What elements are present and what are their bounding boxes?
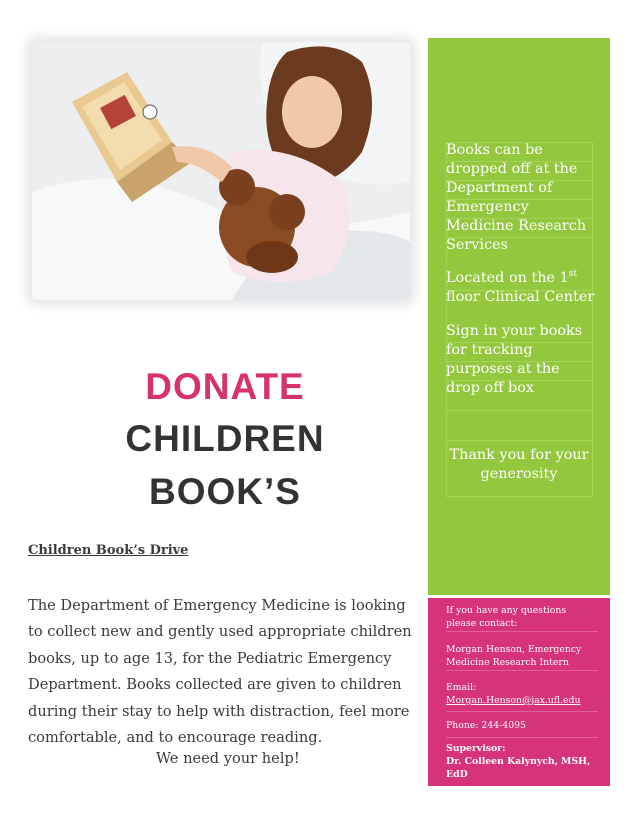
help-text: We need your help! xyxy=(156,750,300,767)
location-text: Located on the 1 xyxy=(446,270,569,286)
contact-rule xyxy=(446,737,598,738)
dropoff-info: Books can be dropped off at the Department of Emergency Medicine Research Services xyxy=(446,142,587,253)
location-text-suffix: floor Clinical Center xyxy=(446,289,595,305)
thank-you-text: Thank you for your generosity xyxy=(449,447,589,482)
signin-info: Sign in your books for tracking purposes at the drop off box xyxy=(446,323,583,396)
contact-email-label: Email: xyxy=(446,682,477,693)
contact-rule xyxy=(446,631,598,632)
contact-email-link[interactable]: Morgan.Henson@jax.ufl.edu xyxy=(446,695,581,706)
photo-illustration xyxy=(32,42,410,300)
contact-intro: If you have any questions please contact: xyxy=(446,605,567,629)
location-info xyxy=(446,269,596,307)
contact-name: Morgan Henson, Emergency Medicine Research Intern xyxy=(446,644,582,668)
sidebar-rule xyxy=(446,440,592,441)
headline-donate: DONATE xyxy=(145,366,305,407)
child-reading-photo xyxy=(32,42,410,300)
info-sidebar xyxy=(428,38,610,595)
location-superscript: st xyxy=(568,269,577,280)
sidebar-rule xyxy=(446,410,592,411)
drive-description: The Department of Emergency Medicine is looking to collect new and gently used appropriate children books, up to age 13, for the Pediatric Emergency Department. Books collected are given to children during their stay to help with distraction, feel more comfortable, and to encourage reading. xyxy=(28,597,412,747)
headline-books: BOOK’S xyxy=(149,471,301,512)
sidebar-rule xyxy=(446,496,592,497)
supervisor-label: Supervisor: xyxy=(446,743,506,754)
contact-rule xyxy=(446,711,598,712)
headline-children: CHILDREN xyxy=(125,418,325,459)
drive-title: Children Book’s Drive xyxy=(28,543,189,558)
contact-rule xyxy=(446,670,598,671)
supervisor-name: Dr. Colleen Kalynych, MSH, EdD xyxy=(446,756,591,780)
contact-phone: Phone: 244-4095 xyxy=(446,720,526,731)
